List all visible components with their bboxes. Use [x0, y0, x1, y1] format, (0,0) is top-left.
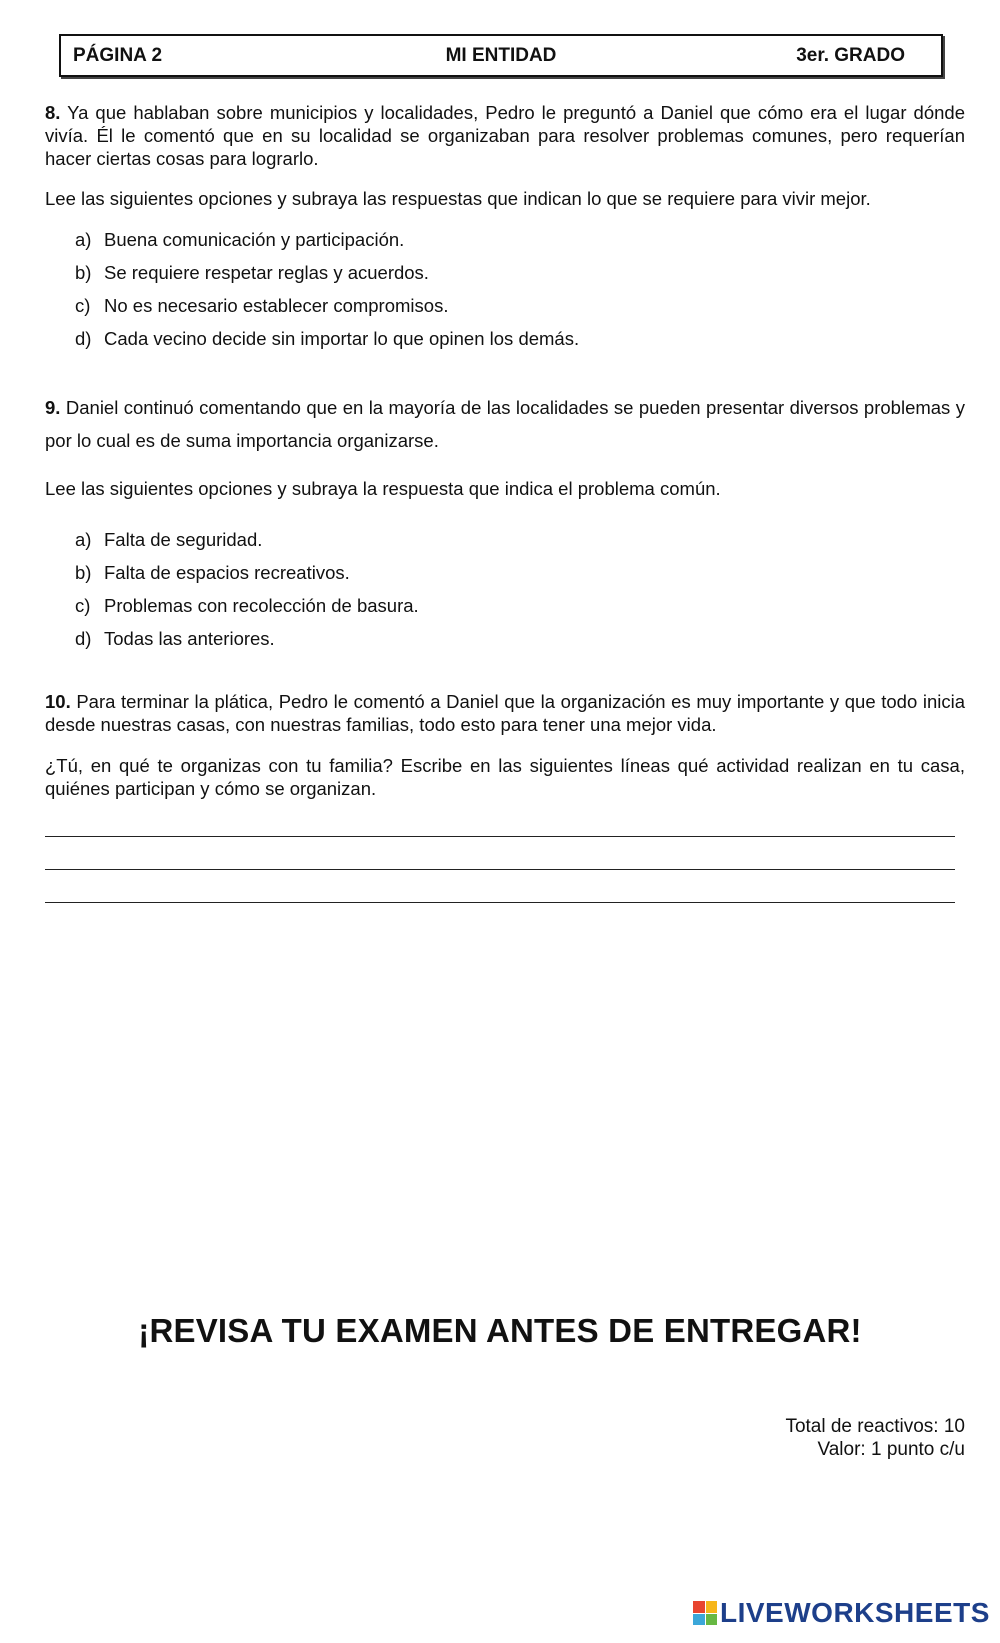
option-text: Problemas con recolección de basura. — [104, 594, 419, 616]
option-text: Todas las anteriores. — [104, 627, 275, 649]
question-8-text — [45, 101, 965, 170]
question-9-body: Daniel continuó comentando que en la mayoría de las localidades se pueden presentar diversos problemas y por lo cual es de suma importancia organizarse. — [45, 397, 965, 451]
option-letter: c) — [75, 594, 91, 616]
option-item[interactable] — [75, 556, 419, 589]
brand-name: LIVEWORKSHEETS — [720, 1597, 990, 1628]
score-summary — [785, 1415, 965, 1461]
liveworksheets-brand — [693, 1597, 990, 1629]
option-item[interactable] — [75, 256, 579, 289]
answer-line[interactable] — [45, 869, 955, 870]
option-text: Falta de espacios recreativos. — [104, 561, 350, 583]
answer-line[interactable] — [45, 836, 955, 837]
question-10-instruction: ¿Tú, en qué te organizas con tu familia? Escribe en las siguientes líneas qué actividad realizan en tu casa, quiénes participan y cómo se organizan. — [45, 755, 965, 799]
option-letter: b) — [75, 261, 92, 283]
question-9-text — [45, 391, 965, 457]
grade-label: 3er. GRADO — [796, 44, 905, 66]
option-text: Se requiere respetar reglas y acuerdos. — [104, 261, 429, 283]
question-9-number: 9. — [45, 397, 61, 418]
question-10-body: Para terminar la plática, Pedro le comentó a Daniel que la organización es muy importante y que todo inicia desde nuestras casas, con nuestras familias, todo esto para tener una mejor vida. — [45, 691, 965, 735]
option-item[interactable] — [75, 523, 419, 556]
option-item[interactable] — [75, 622, 419, 655]
option-text: No es necesario establecer compromisos. — [104, 294, 449, 316]
question-8-number: 8. — [45, 102, 61, 123]
option-letter: d) — [75, 327, 92, 349]
option-letter: b) — [75, 561, 92, 583]
item-value: Valor: 1 punto c/u — [817, 1439, 965, 1460]
page-number: PÁGINA 2 — [73, 44, 163, 66]
option-letter: c) — [75, 294, 91, 316]
question-10-text — [45, 690, 965, 736]
option-item[interactable] — [75, 589, 419, 622]
review-reminder: ¡REVISA TU EXAMEN ANTES DE ENTREGAR! — [138, 1312, 862, 1349]
option-letter: d) — [75, 627, 92, 649]
total-items: Total de reactivos: 10 — [785, 1416, 965, 1437]
option-text: Falta de seguridad. — [104, 528, 263, 550]
subject-title: MI ENTIDAD — [445, 44, 557, 66]
option-item[interactable] — [75, 322, 579, 355]
option-text: Cada vecino decide sin importar lo que opinen los demás. — [104, 327, 580, 349]
question-10-number: 10. — [45, 691, 71, 712]
question-8-options — [75, 223, 579, 355]
question-9-options — [75, 523, 419, 655]
option-letter: a) — [75, 528, 92, 550]
option-letter: a) — [75, 228, 92, 250]
question-8-body: Ya que hablaban sobre municipios y localidades, Pedro le preguntó a Daniel que cómo era el lugar dónde vivía. Él le comentó que en su localidad se organizaban para resolver problemas comunes, pero requerían hacer ciertas cosas para lograrlo. — [45, 102, 965, 169]
option-item[interactable] — [75, 289, 579, 322]
option-text: Buena comunicación y participación. — [104, 228, 405, 250]
answer-line[interactable] — [45, 902, 955, 903]
question-9-instruction: Lee las siguientes opciones y subraya la respuesta que indica el problema común. — [45, 478, 721, 499]
option-item[interactable] — [75, 223, 579, 256]
page-header — [59, 34, 943, 77]
liveworksheets-logo-icon — [693, 1601, 717, 1625]
question-8-instruction: Lee las siguientes opciones y subraya las respuestas que indican lo que se requiere para vivir mejor. — [45, 188, 871, 209]
